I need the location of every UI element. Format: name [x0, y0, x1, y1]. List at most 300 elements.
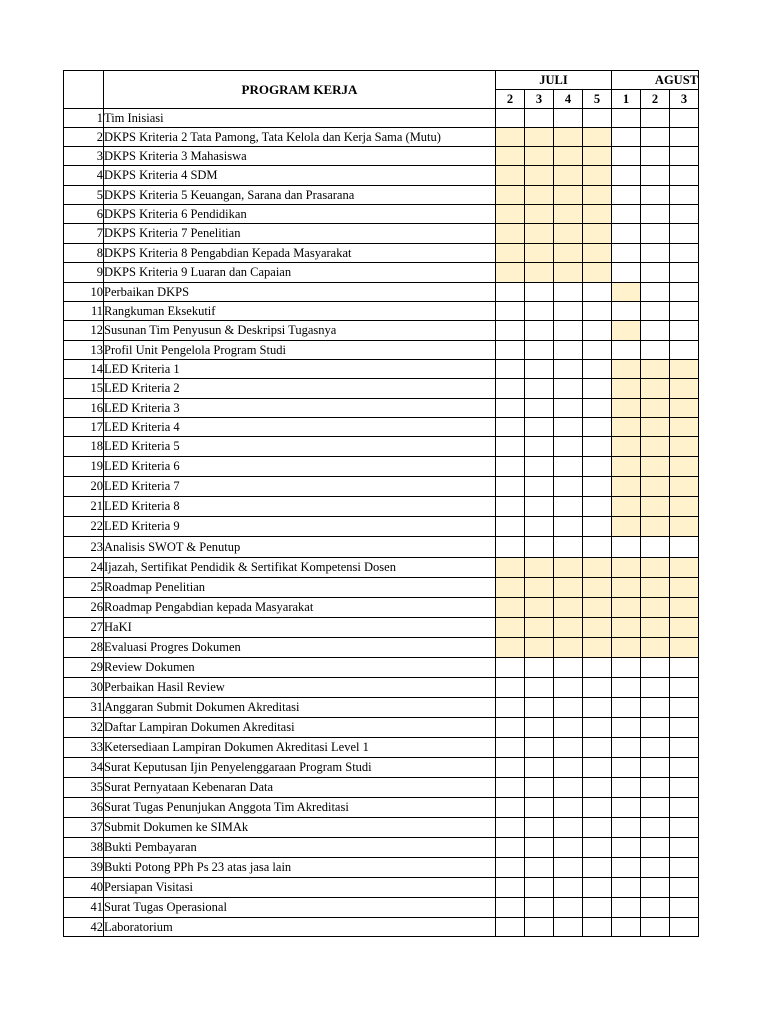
row-number: 22 — [64, 517, 104, 537]
schedule-cell — [583, 437, 612, 457]
program-item: Daftar Lampiran Dokumen Akreditasi — [104, 718, 496, 738]
schedule-cell — [525, 898, 554, 918]
schedule-cell — [641, 818, 670, 838]
table-row — [64, 778, 699, 798]
schedule-cell-active — [554, 638, 583, 658]
schedule-cell — [525, 360, 554, 379]
schedule-cell — [641, 758, 670, 778]
row-number: 7 — [64, 224, 104, 244]
schedule-cell — [641, 858, 670, 878]
schedule-cell — [554, 698, 583, 718]
schedule-cell — [525, 418, 554, 437]
schedule-cell-active — [670, 379, 699, 399]
table-row — [64, 477, 699, 497]
schedule-cell — [525, 678, 554, 698]
work-program-table — [63, 70, 699, 937]
program-item: Persiapan Visitasi — [104, 878, 496, 898]
table-row — [64, 918, 699, 937]
schedule-cell — [670, 678, 699, 698]
schedule-cell — [525, 283, 554, 302]
row-number: 28 — [64, 638, 104, 658]
schedule-cell — [554, 283, 583, 302]
schedule-cell-active — [641, 418, 670, 437]
schedule-cell — [641, 898, 670, 918]
schedule-cell-active — [670, 418, 699, 437]
schedule-cell-active — [670, 360, 699, 379]
schedule-cell-active — [670, 457, 699, 477]
table-row — [64, 128, 699, 147]
schedule-cell-active — [641, 517, 670, 537]
row-number: 34 — [64, 758, 104, 778]
row-number: 29 — [64, 658, 104, 678]
table-row — [64, 558, 699, 578]
schedule-cell — [554, 898, 583, 918]
program-item: LED Kriteria 5 — [104, 437, 496, 457]
schedule-cell — [670, 658, 699, 678]
row-number: 11 — [64, 302, 104, 321]
program-item: Ketersediaan Lampiran Dokumen Akreditasi Level 1 — [104, 738, 496, 758]
schedule-cell-active — [554, 128, 583, 147]
schedule-cell-active — [612, 418, 641, 437]
schedule-cell — [496, 457, 525, 477]
schedule-cell-active — [496, 618, 525, 638]
schedule-cell-active — [554, 224, 583, 244]
schedule-cell — [612, 244, 641, 263]
schedule-cell — [612, 758, 641, 778]
schedule-cell-active — [583, 186, 612, 205]
schedule-cell — [496, 399, 525, 418]
schedule-cell-active — [670, 618, 699, 638]
schedule-cell — [525, 302, 554, 321]
schedule-cell — [554, 778, 583, 798]
program-item: Surat Pernyataan Kebenaran Data — [104, 778, 496, 798]
row-number: 30 — [64, 678, 104, 698]
schedule-cell — [496, 678, 525, 698]
schedule-cell — [612, 166, 641, 186]
schedule-cell — [525, 878, 554, 898]
schedule-cell — [496, 360, 525, 379]
schedule-cell-active — [525, 186, 554, 205]
program-item: LED Kriteria 7 — [104, 477, 496, 497]
schedule-cell — [583, 418, 612, 437]
row-number: 20 — [64, 477, 104, 497]
schedule-cell — [583, 477, 612, 497]
schedule-cell — [641, 224, 670, 244]
table-row — [64, 186, 699, 205]
schedule-cell — [670, 166, 699, 186]
schedule-cell — [583, 283, 612, 302]
program-item: DKPS Kriteria 5 Keuangan, Sarana dan Prasarana — [104, 186, 496, 205]
schedule-cell — [670, 738, 699, 758]
schedule-cell — [641, 205, 670, 224]
schedule-cell-active — [554, 205, 583, 224]
table-row — [64, 497, 699, 517]
schedule-cell-active — [496, 638, 525, 658]
schedule-cell — [670, 283, 699, 302]
row-number: 13 — [64, 341, 104, 360]
schedule-cell — [496, 738, 525, 758]
week-header: 1 — [612, 90, 641, 109]
schedule-cell — [525, 738, 554, 758]
schedule-cell — [670, 341, 699, 360]
schedule-cell — [554, 858, 583, 878]
table-row — [64, 379, 699, 399]
table-row — [64, 437, 699, 457]
month-header-juli: JULI — [496, 71, 612, 90]
program-item: Bukti Pembayaran — [104, 838, 496, 858]
schedule-cell-active — [670, 517, 699, 537]
row-number: 2 — [64, 128, 104, 147]
schedule-cell — [554, 497, 583, 517]
schedule-cell — [612, 718, 641, 738]
schedule-cell — [612, 658, 641, 678]
program-item: Roadmap Penelitian — [104, 578, 496, 598]
schedule-cell — [496, 718, 525, 738]
schedule-cell-active — [554, 558, 583, 578]
schedule-cell-active — [670, 437, 699, 457]
schedule-cell-active — [612, 578, 641, 598]
schedule-cell — [496, 477, 525, 497]
schedule-cell — [525, 818, 554, 838]
schedule-cell — [554, 477, 583, 497]
schedule-cell — [554, 399, 583, 418]
schedule-cell — [554, 738, 583, 758]
schedule-cell — [670, 224, 699, 244]
schedule-cell — [583, 738, 612, 758]
row-number: 39 — [64, 858, 104, 878]
schedule-cell — [554, 758, 583, 778]
schedule-cell-active — [612, 399, 641, 418]
schedule-cell — [670, 321, 699, 341]
schedule-cell — [612, 778, 641, 798]
schedule-cell-active — [583, 128, 612, 147]
week-header: 2 — [496, 90, 525, 109]
week-header: 4 — [554, 90, 583, 109]
schedule-cell — [641, 186, 670, 205]
row-number: 4 — [64, 166, 104, 186]
schedule-cell — [554, 878, 583, 898]
program-item: DKPS Kriteria 2 Tata Pamong, Tata Kelola dan Kerja Sama (Mutu) — [104, 128, 496, 147]
schedule-cell-active — [641, 618, 670, 638]
schedule-cell — [525, 321, 554, 341]
schedule-cell — [641, 128, 670, 147]
schedule-cell-active — [525, 147, 554, 166]
week-header: 3 — [525, 90, 554, 109]
table-row — [64, 818, 699, 838]
table-row — [64, 263, 699, 283]
schedule-cell — [612, 263, 641, 283]
row-number: 19 — [64, 457, 104, 477]
schedule-cell-active — [583, 578, 612, 598]
schedule-cell — [496, 918, 525, 937]
schedule-cell-active — [496, 598, 525, 618]
schedule-cell — [612, 678, 641, 698]
schedule-cell — [496, 437, 525, 457]
schedule-cell-active — [641, 437, 670, 457]
schedule-cell-active — [583, 244, 612, 263]
table-row — [64, 598, 699, 618]
schedule-cell-active — [641, 399, 670, 418]
schedule-cell — [641, 918, 670, 937]
program-item: HaKI — [104, 618, 496, 638]
schedule-cell-active — [525, 263, 554, 283]
schedule-cell — [641, 798, 670, 818]
schedule-cell — [670, 109, 699, 128]
schedule-cell — [525, 838, 554, 858]
schedule-cell — [583, 537, 612, 558]
schedule-cell-active — [612, 283, 641, 302]
schedule-cell-active — [525, 244, 554, 263]
schedule-cell-active — [496, 128, 525, 147]
schedule-cell — [496, 517, 525, 537]
schedule-cell-active — [583, 618, 612, 638]
program-item: DKPS Kriteria 4 SDM — [104, 166, 496, 186]
schedule-cell — [670, 858, 699, 878]
week-header: 2 — [641, 90, 670, 109]
schedule-cell — [583, 658, 612, 678]
schedule-cell — [525, 698, 554, 718]
schedule-cell — [641, 537, 670, 558]
row-number: 31 — [64, 698, 104, 718]
schedule-cell-active — [612, 321, 641, 341]
schedule-cell — [554, 718, 583, 738]
schedule-cell — [670, 147, 699, 166]
program-item: Analisis SWOT & Penutup — [104, 537, 496, 558]
schedule-cell-active — [612, 618, 641, 638]
schedule-cell — [641, 302, 670, 321]
schedule-cell-active — [554, 186, 583, 205]
schedule-cell — [641, 718, 670, 738]
schedule-cell — [525, 341, 554, 360]
schedule-cell — [583, 457, 612, 477]
schedule-cell-active — [496, 186, 525, 205]
table-row — [64, 321, 699, 341]
schedule-cell-active — [641, 638, 670, 658]
schedule-cell-active — [612, 477, 641, 497]
program-item: Ijazah, Sertifikat Pendidik & Sertifikat Kompetensi Dosen — [104, 558, 496, 578]
schedule-cell — [554, 918, 583, 937]
schedule-cell — [641, 778, 670, 798]
row-number: 42 — [64, 918, 104, 937]
program-item: Bukti Potong PPh Ps 23 atas jasa lain — [104, 858, 496, 878]
row-number: 41 — [64, 898, 104, 918]
schedule-cell — [525, 517, 554, 537]
row-number: 15 — [64, 379, 104, 399]
program-item: DKPS Kriteria 3 Mahasiswa — [104, 147, 496, 166]
schedule-cell-active — [554, 166, 583, 186]
schedule-cell — [496, 698, 525, 718]
program-item: LED Kriteria 9 — [104, 517, 496, 537]
program-item: Laboratorium — [104, 918, 496, 937]
schedule-cell — [670, 778, 699, 798]
row-number: 35 — [64, 778, 104, 798]
schedule-cell — [612, 302, 641, 321]
schedule-cell-active — [641, 598, 670, 618]
number-header — [64, 71, 104, 109]
schedule-cell — [583, 718, 612, 738]
table-row — [64, 166, 699, 186]
program-item: DKPS Kriteria 6 Pendidikan — [104, 205, 496, 224]
row-number: 10 — [64, 283, 104, 302]
schedule-cell-active — [496, 224, 525, 244]
program-item: Susunan Tim Penyusun & Deskripsi Tugasnya — [104, 321, 496, 341]
schedule-cell — [583, 698, 612, 718]
schedule-cell — [496, 878, 525, 898]
row-number: 37 — [64, 818, 104, 838]
table-row — [64, 283, 699, 302]
schedule-cell-active — [496, 147, 525, 166]
row-number: 38 — [64, 838, 104, 858]
schedule-cell-active — [554, 598, 583, 618]
table-row — [64, 738, 699, 758]
schedule-cell-active — [670, 598, 699, 618]
schedule-cell — [496, 418, 525, 437]
schedule-cell — [525, 858, 554, 878]
table-row — [64, 224, 699, 244]
program-item: LED Kriteria 1 — [104, 360, 496, 379]
schedule-cell — [496, 109, 525, 128]
schedule-cell — [554, 437, 583, 457]
schedule-cell-active — [583, 263, 612, 283]
schedule-cell-active — [612, 638, 641, 658]
schedule-cell-active — [525, 205, 554, 224]
schedule-cell — [583, 341, 612, 360]
schedule-cell — [554, 838, 583, 858]
schedule-cell — [496, 758, 525, 778]
schedule-cell — [525, 778, 554, 798]
schedule-cell-active — [612, 437, 641, 457]
schedule-cell — [496, 778, 525, 798]
schedule-cell-active — [670, 578, 699, 598]
schedule-cell — [670, 186, 699, 205]
program-item: LED Kriteria 2 — [104, 379, 496, 399]
table-row — [64, 399, 699, 418]
table-row — [64, 838, 699, 858]
program-item: Perbaikan DKPS — [104, 283, 496, 302]
table-row — [64, 718, 699, 738]
table-body — [64, 109, 699, 937]
schedule-cell-active — [641, 360, 670, 379]
schedule-cell-active — [525, 558, 554, 578]
row-number: 27 — [64, 618, 104, 638]
schedule-cell — [554, 798, 583, 818]
schedule-cell-active — [496, 166, 525, 186]
schedule-cell — [583, 302, 612, 321]
schedule-cell-active — [670, 558, 699, 578]
row-number: 1 — [64, 109, 104, 128]
row-number: 5 — [64, 186, 104, 205]
table-row — [64, 798, 699, 818]
table-row — [64, 898, 699, 918]
schedule-cell — [554, 457, 583, 477]
schedule-cell — [670, 838, 699, 858]
schedule-cell-active — [525, 128, 554, 147]
schedule-cell — [554, 658, 583, 678]
schedule-cell-active — [612, 598, 641, 618]
schedule-cell-active — [525, 638, 554, 658]
schedule-cell — [583, 321, 612, 341]
schedule-cell — [583, 497, 612, 517]
schedule-cell-active — [525, 578, 554, 598]
table-row — [64, 658, 699, 678]
schedule-cell — [583, 758, 612, 778]
schedule-cell-active — [583, 558, 612, 578]
row-number: 26 — [64, 598, 104, 618]
schedule-cell — [496, 798, 525, 818]
schedule-cell — [670, 918, 699, 937]
schedule-cell — [612, 918, 641, 937]
schedule-cell — [554, 302, 583, 321]
month-header-agust: AGUST — [612, 71, 699, 90]
schedule-cell — [525, 477, 554, 497]
schedule-cell-active — [670, 477, 699, 497]
row-number: 21 — [64, 497, 104, 517]
schedule-cell-active — [554, 618, 583, 638]
table-row — [64, 858, 699, 878]
schedule-cell-active — [612, 457, 641, 477]
schedule-cell-active — [583, 638, 612, 658]
schedule-cell — [670, 878, 699, 898]
schedule-cell-active — [554, 244, 583, 263]
schedule-cell-active — [496, 558, 525, 578]
row-number: 18 — [64, 437, 104, 457]
schedule-cell — [525, 658, 554, 678]
schedule-cell — [641, 321, 670, 341]
schedule-cell — [496, 379, 525, 399]
row-number: 32 — [64, 718, 104, 738]
schedule-cell — [612, 109, 641, 128]
schedule-cell — [583, 517, 612, 537]
schedule-cell — [583, 818, 612, 838]
schedule-cell-active — [641, 497, 670, 517]
table-row — [64, 618, 699, 638]
schedule-cell — [670, 302, 699, 321]
program-item: LED Kriteria 4 — [104, 418, 496, 437]
schedule-cell — [670, 244, 699, 263]
schedule-cell — [525, 457, 554, 477]
schedule-cell — [612, 537, 641, 558]
table-row — [64, 678, 699, 698]
schedule-cell — [612, 878, 641, 898]
schedule-cell — [612, 341, 641, 360]
schedule-cell-active — [525, 166, 554, 186]
schedule-cell — [583, 109, 612, 128]
schedule-cell — [525, 437, 554, 457]
schedule-cell — [496, 283, 525, 302]
schedule-cell-active — [583, 147, 612, 166]
schedule-cell-active — [641, 558, 670, 578]
table-row — [64, 537, 699, 558]
schedule-cell — [554, 537, 583, 558]
table-row — [64, 517, 699, 537]
schedule-cell — [583, 898, 612, 918]
schedule-cell — [496, 858, 525, 878]
schedule-cell — [496, 302, 525, 321]
schedule-cell — [670, 798, 699, 818]
schedule-cell — [612, 798, 641, 818]
program-item: Rangkuman Eksekutif — [104, 302, 496, 321]
row-number: 25 — [64, 578, 104, 598]
schedule-cell — [670, 758, 699, 778]
schedule-cell-active — [583, 166, 612, 186]
schedule-cell — [583, 360, 612, 379]
program-item: DKPS Kriteria 8 Pengabdian Kepada Masyarakat — [104, 244, 496, 263]
program-item: Anggaran Submit Dokumen Akreditasi — [104, 698, 496, 718]
program-item: Profil Unit Pengelola Program Studi — [104, 341, 496, 360]
table-row — [64, 878, 699, 898]
row-number: 36 — [64, 798, 104, 818]
schedule-cell-active — [525, 224, 554, 244]
